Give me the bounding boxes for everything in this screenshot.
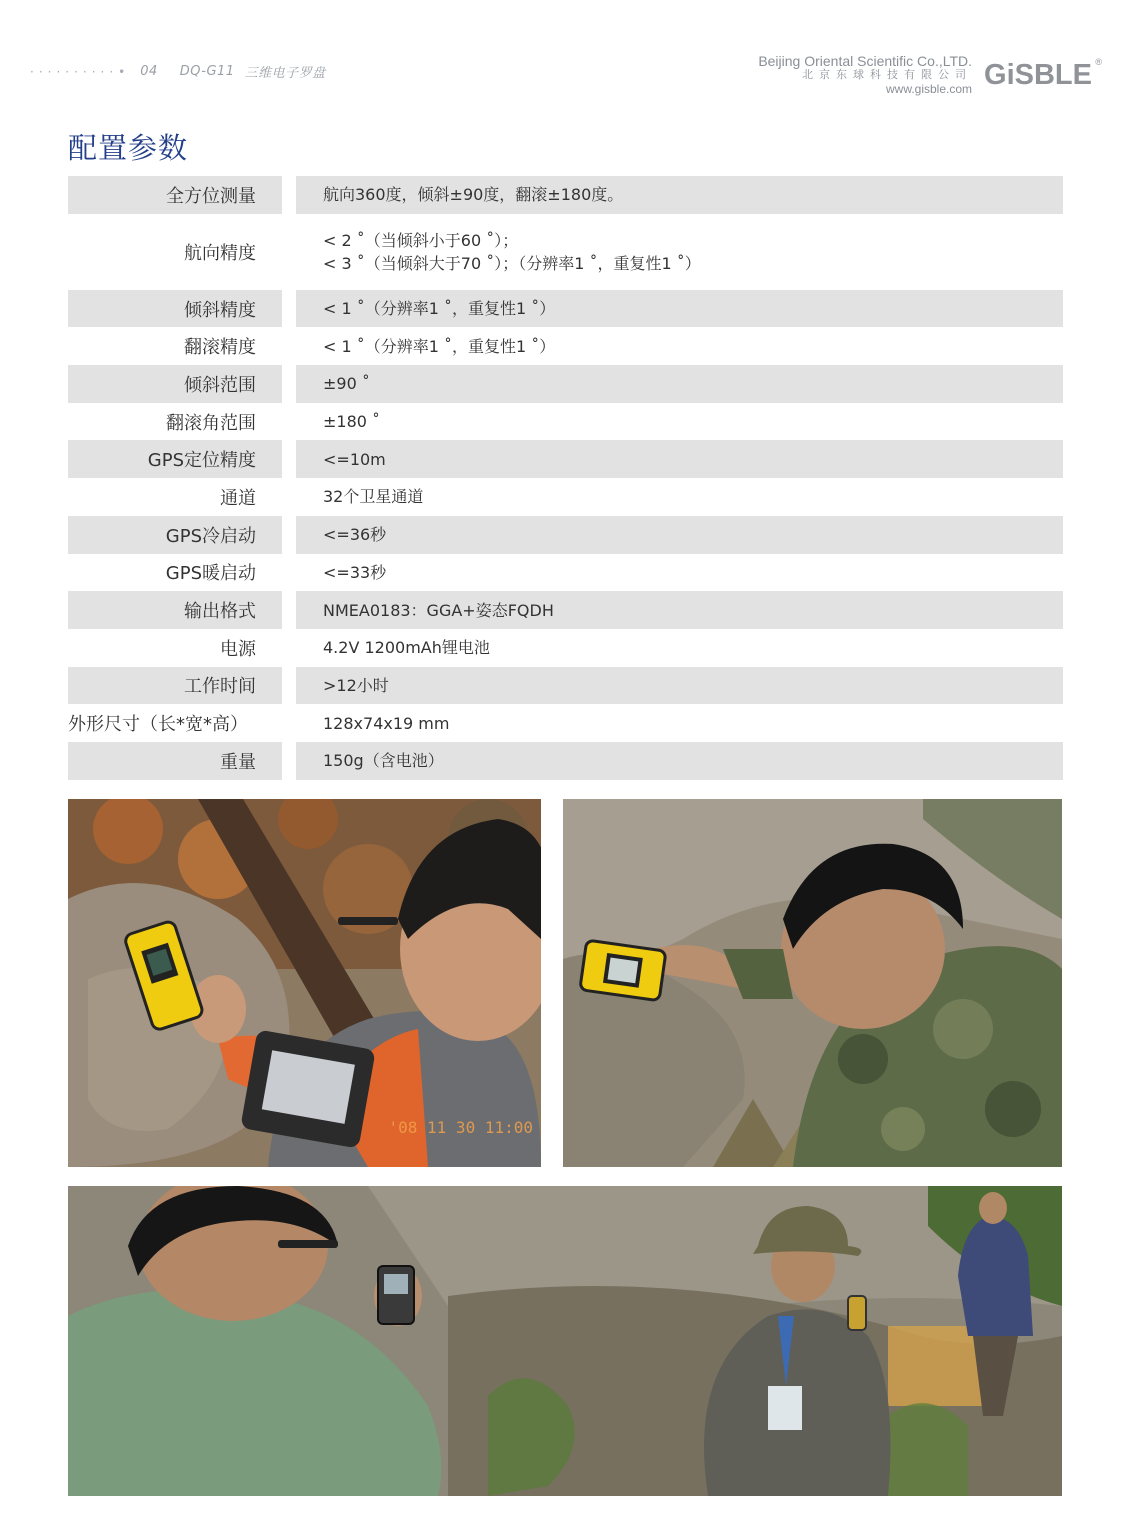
spec-label: 航向精度: [184, 242, 256, 264]
page-number: 04: [140, 64, 158, 79]
spec-row: [68, 591, 1063, 629]
spec-value: < 1 ˚（分辨率1 ˚，重复性1 ˚）: [296, 290, 1063, 328]
section-title: 配置参数: [68, 131, 189, 165]
spec-value: 150g（含电池）: [296, 742, 1063, 780]
spec-label: GPS定位精度: [68, 440, 282, 478]
spec-label: 电源: [220, 638, 256, 660]
spec-value: 128x74x19 mm: [323, 713, 450, 733]
company-info: [758, 54, 972, 96]
field-photo-1-image: [68, 799, 541, 1167]
photo-date-stamp: '08 11 30 11:00: [388, 1118, 533, 1137]
doc-title: 三维电子罗盘: [244, 66, 326, 81]
spec-label: 翻滚精度: [184, 337, 256, 359]
field-photo-2: [563, 799, 1062, 1167]
spec-value-line: < 3 ˚（当倾斜大于70 ˚）；（分辨率1 ˚，重复性1 ˚）: [323, 253, 701, 273]
spec-row: [68, 629, 1063, 667]
spec-label: 重量: [68, 742, 282, 780]
page-header-right: [758, 53, 1102, 96]
spec-row: [68, 516, 1063, 554]
spec-value: <=33秒: [323, 562, 387, 582]
gisble-logo: [984, 56, 1102, 92]
spec-label: 工作时间: [68, 667, 282, 705]
spec-value: >12小时: [296, 667, 1063, 705]
spec-value: NMEA0183：GGA+姿态FQDH: [296, 591, 1063, 629]
company-website: www.gisble.com: [886, 82, 973, 96]
spec-row: [68, 365, 1063, 403]
spec-label: 外形尺寸（长*宽*高）: [68, 714, 248, 736]
spec-label: 倾斜精度: [68, 290, 282, 328]
spec-row: [68, 440, 1063, 478]
spec-row: [68, 403, 1063, 441]
company-name-cn: 北京东球科技有限公司: [802, 68, 973, 81]
spec-row: [68, 704, 1063, 742]
spec-row: [68, 176, 1063, 214]
spec-row: [68, 290, 1063, 328]
field-photo-3-image: [68, 1186, 1062, 1496]
spec-value: 航向360度，倾斜±90度，翻滚±180度。: [296, 176, 1063, 214]
spec-value: <=10m: [296, 440, 1063, 478]
field-photo-2-image: [563, 799, 1062, 1167]
spec-row: [68, 478, 1063, 516]
spec-row: [68, 554, 1063, 592]
spec-row: [68, 667, 1063, 705]
spec-row: [68, 327, 1063, 365]
field-photo-3: [68, 1186, 1062, 1496]
spec-value-line: < 2 ˚（当倾斜小于60 ˚）；: [323, 230, 519, 250]
registered-mark: ®: [1095, 56, 1102, 67]
spec-label: 倾斜范围: [68, 365, 282, 403]
spec-value: [296, 214, 1063, 290]
spec-label: 全方位测量: [68, 176, 282, 214]
spec-value: ±180 ˚: [323, 412, 381, 432]
spec-value: ±90 ˚: [296, 365, 1063, 403]
spec-label: 输出格式: [68, 591, 282, 629]
spec-table: [68, 176, 1063, 780]
spec-value: 4.2V 1200mAh锂电池: [323, 638, 490, 658]
company-name-en: Beijing Oriental Scientific Co.,LTD.: [758, 53, 973, 69]
logo-text: GiSBLE: [984, 58, 1092, 91]
spec-value: <=36秒: [296, 516, 1063, 554]
spec-label: GPS暖启动: [165, 563, 256, 585]
field-photo-1: [68, 799, 541, 1167]
doc-code: DQ-G11: [179, 64, 235, 79]
spec-value: < 1 ˚（分辨率1 ˚，重复性1 ˚）: [323, 336, 556, 356]
spec-row: [68, 214, 1063, 290]
spec-label: 翻滚角范围: [166, 412, 256, 434]
spec-label: 通道: [220, 487, 256, 509]
spec-row: [68, 742, 1063, 780]
spec-label: GPS冷启动: [68, 516, 282, 554]
page-header-left: [30, 62, 326, 81]
header-dots: ··········•: [30, 64, 131, 79]
spec-value: 32个卫星通道: [323, 487, 424, 507]
